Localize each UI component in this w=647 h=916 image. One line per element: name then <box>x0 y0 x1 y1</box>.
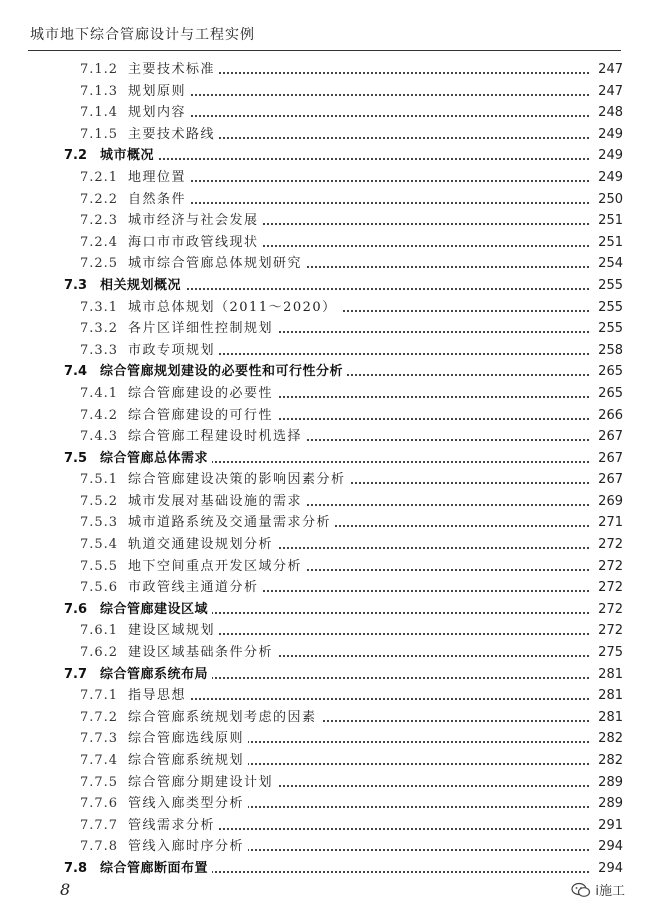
toc-page: 272 <box>594 581 623 594</box>
toc-title: 自然条件 <box>128 193 190 206</box>
toc-title: 相关规划概况 <box>100 279 185 292</box>
toc-title: 城市概况 <box>100 149 158 162</box>
toc-title: 海口市市政管线现状 <box>128 236 263 249</box>
toc-title: 综合管廊总体需求 <box>100 452 212 465</box>
toc-number: 7.4.1 <box>80 385 119 401</box>
toc-page: 265 <box>594 387 623 400</box>
toc-subsection-row <box>0 102 647 124</box>
toc-page: 248 <box>594 106 623 119</box>
toc-page: 251 <box>594 214 623 227</box>
toc-subsection-row <box>0 297 647 319</box>
toc-page: 272 <box>594 560 623 573</box>
toc-title: 主要技术标准 <box>128 63 219 76</box>
toc-subsection-row <box>0 426 647 448</box>
toc-title: 综合管廊建设的可行性 <box>128 409 277 422</box>
toc-title: 综合管廊选线原则 <box>128 732 248 745</box>
toc-page: 254 <box>594 257 623 270</box>
toc-page: 289 <box>594 797 623 810</box>
toc-page: 275 <box>594 646 623 659</box>
toc-number: 7.5 <box>64 450 88 466</box>
toc-page: 247 <box>594 85 623 98</box>
toc-title: 各片区详细性控制规划 <box>128 322 277 335</box>
watermark-text: i施工 <box>595 884 625 899</box>
toc-title: 城市发展对基础设施的需求 <box>128 495 306 508</box>
toc-page: 255 <box>594 301 623 314</box>
toc-subsection-row <box>0 772 647 794</box>
toc-page: 258 <box>594 344 623 357</box>
toc-number: 7.7.7 <box>80 817 119 833</box>
toc-number: 7.1.4 <box>80 105 119 121</box>
toc-page: 294 <box>594 862 623 875</box>
toc-number: 7.4.3 <box>80 429 119 445</box>
toc-page: 250 <box>594 193 623 206</box>
toc-title: 建设区域规划 <box>128 624 219 637</box>
toc-section-row <box>0 664 647 686</box>
toc-number: 7.3.3 <box>80 342 119 358</box>
toc-title: 规划原则 <box>128 85 190 98</box>
toc-title: 综合管廊建设区域 <box>100 603 212 616</box>
toc-number: 7.1.5 <box>80 126 119 142</box>
toc-page: 281 <box>594 689 623 702</box>
toc-title: 市政专项规划 <box>128 344 219 357</box>
toc-number: 7.2.4 <box>80 234 119 250</box>
toc-page: 281 <box>594 668 623 681</box>
toc-subsection-row <box>0 491 647 513</box>
toc-subsection-row <box>0 707 647 729</box>
toc-number: 7.6 <box>64 601 88 617</box>
toc-subsection-row <box>0 750 647 772</box>
toc-number: 7.1.2 <box>80 62 119 77</box>
toc-title: 综合管廊断面布置 <box>100 862 212 875</box>
toc-title: 城市道路系统及交通量需求分析 <box>128 516 335 529</box>
toc-page: 266 <box>594 409 623 422</box>
toc-number: 7.5.6 <box>80 580 119 596</box>
toc-page: 267 <box>594 473 623 486</box>
toc-number: 7.5.4 <box>80 537 119 553</box>
toc-title: 建设区域基础条件分析 <box>128 646 277 659</box>
toc-title: 地下空间重点开发区域分析 <box>128 560 306 573</box>
toc-subsection-row <box>0 81 647 103</box>
toc-number: 7.7.2 <box>80 709 119 725</box>
toc-number: 7.7.5 <box>80 774 119 790</box>
toc-section-row <box>0 145 647 167</box>
toc-subsection-row <box>0 793 647 815</box>
toc-section-row <box>0 361 647 383</box>
toc-page: 255 <box>594 322 623 335</box>
toc-page: 281 <box>594 711 623 724</box>
toc-title: 管线入廊类型分析 <box>128 797 248 810</box>
toc-number: 7.7.6 <box>80 796 119 812</box>
toc-subsection-row <box>0 512 647 534</box>
toc-title: 管线需求分析 <box>128 819 219 832</box>
toc-title: 综合管廊工程建设时机选择 <box>128 430 306 443</box>
toc-page: 272 <box>594 538 623 551</box>
toc-number: 7.1.3 <box>80 83 119 99</box>
toc-subsection-row <box>0 534 647 556</box>
toc-page: 272 <box>594 624 623 637</box>
toc-number: 7.5.5 <box>80 558 119 574</box>
toc-title: 主要技术路线 <box>128 128 219 141</box>
toc-subsection-row <box>0 577 647 599</box>
toc-subsection-row <box>0 469 647 491</box>
toc-page: 249 <box>594 171 623 184</box>
toc-number: 7.4.2 <box>80 407 119 423</box>
toc-subsection-row <box>0 642 647 664</box>
toc-page: 269 <box>594 495 623 508</box>
toc-section-row <box>0 858 647 880</box>
watermark <box>571 880 625 899</box>
header-rule <box>28 50 621 51</box>
toc-title: 综合管廊规划建设的必要性和可行性分析 <box>100 365 347 378</box>
toc-title: 城市经济与社会发展 <box>128 214 263 227</box>
toc-subsection-row <box>0 405 647 427</box>
toc-title: 综合管廊系统规划考虑的因素 <box>128 711 321 724</box>
toc-title: 综合管廊建设决策的影响因素分析 <box>128 473 350 486</box>
toc-page: 272 <box>594 603 623 616</box>
toc-number: 7.3 <box>64 277 88 293</box>
toc-title: 市政管线主通道分析 <box>128 581 263 594</box>
table-of-contents <box>0 59 647 880</box>
wechat-icon <box>571 882 591 898</box>
toc-page: 265 <box>594 365 623 378</box>
toc-number: 7.7.4 <box>80 753 119 768</box>
toc-number: 7.3.1 <box>80 299 119 315</box>
toc-page: 251 <box>594 236 623 249</box>
dot-leader <box>128 180 589 182</box>
toc-number: 7.7.3 <box>80 731 119 747</box>
toc-number: 7.2.2 <box>80 191 119 207</box>
toc-number: 7.5.3 <box>80 515 119 531</box>
dot-leader <box>100 158 589 160</box>
dot-leader <box>128 698 589 700</box>
toc-title: 地理位置 <box>128 171 190 184</box>
toc-section-row <box>0 275 647 297</box>
toc-section-row <box>0 599 647 621</box>
toc-title: 规划内容 <box>128 106 190 119</box>
toc-subsection-row <box>0 340 647 362</box>
toc-number: 7.2.1 <box>80 169 119 185</box>
toc-number: 7.8 <box>64 860 88 876</box>
toc-subsection-row <box>0 815 647 837</box>
toc-title: 城市总体规划（2011～2020） <box>128 301 341 314</box>
toc-subsection-row <box>0 232 647 254</box>
toc-subsection-row <box>0 253 647 275</box>
dot-leader <box>128 115 589 117</box>
dot-leader <box>128 202 589 204</box>
toc-number: 7.2 <box>64 148 88 164</box>
toc-subsection-row <box>0 124 647 146</box>
toc-number: 7.6.1 <box>80 623 119 639</box>
toc-title: 综合管廊系统布局 <box>100 668 212 681</box>
toc-page: 282 <box>594 754 623 767</box>
toc-title: 综合管廊分期建设计划 <box>128 776 277 789</box>
toc-number: 7.7 <box>64 666 88 682</box>
toc-page: 294 <box>594 840 623 853</box>
toc-page: 249 <box>594 149 623 162</box>
toc-number: 7.6.2 <box>80 645 119 661</box>
toc-title: 管线入廊时序分析 <box>128 840 248 853</box>
toc-subsection-row <box>0 383 647 405</box>
toc-title: 综合管廊系统规划 <box>128 754 248 767</box>
toc-page: 289 <box>594 776 623 789</box>
toc-subsection-row <box>0 620 647 642</box>
toc-page: 267 <box>594 452 623 465</box>
page-number: 8 <box>60 880 71 899</box>
toc-title: 综合管廊建设的必要性 <box>128 387 277 400</box>
toc-subsection-row <box>0 189 647 211</box>
toc-number: 7.5.1 <box>80 472 119 488</box>
toc-title: 指导思想 <box>128 689 190 702</box>
toc-subsection-row <box>0 728 647 750</box>
toc-subsection-row <box>0 556 647 578</box>
toc-page: 267 <box>594 430 623 443</box>
toc-number: 7.7.1 <box>80 688 119 704</box>
toc-page: 282 <box>594 732 623 745</box>
toc-number: 7.5.2 <box>80 493 119 509</box>
toc-subsection-row <box>0 836 647 858</box>
toc-page: 249 <box>594 128 623 141</box>
dot-leader <box>128 94 589 96</box>
toc-subsection-row <box>0 318 647 340</box>
toc-subsection-row <box>0 59 647 81</box>
toc-number: 7.2.5 <box>80 256 119 272</box>
toc-page: 291 <box>594 819 623 832</box>
toc-number: 7.7.8 <box>80 839 119 855</box>
toc-page: 247 <box>594 63 623 76</box>
toc-number: 7.3.2 <box>80 321 119 337</box>
toc-subsection-row <box>0 167 647 189</box>
running-header: 城市地下综合管廊设计与工程实例 <box>30 27 255 43</box>
toc-title: 轨道交通建设规划分析 <box>128 538 277 551</box>
toc-page: 271 <box>594 516 623 529</box>
toc-title: 城市综合管廊总体规划研究 <box>128 257 306 270</box>
toc-number: 7.4 <box>64 364 88 380</box>
toc-page: 255 <box>594 279 623 292</box>
toc-number: 7.2.3 <box>80 213 119 229</box>
toc-subsection-row <box>0 685 647 707</box>
toc-section-row <box>0 448 647 470</box>
toc-subsection-row <box>0 210 647 232</box>
